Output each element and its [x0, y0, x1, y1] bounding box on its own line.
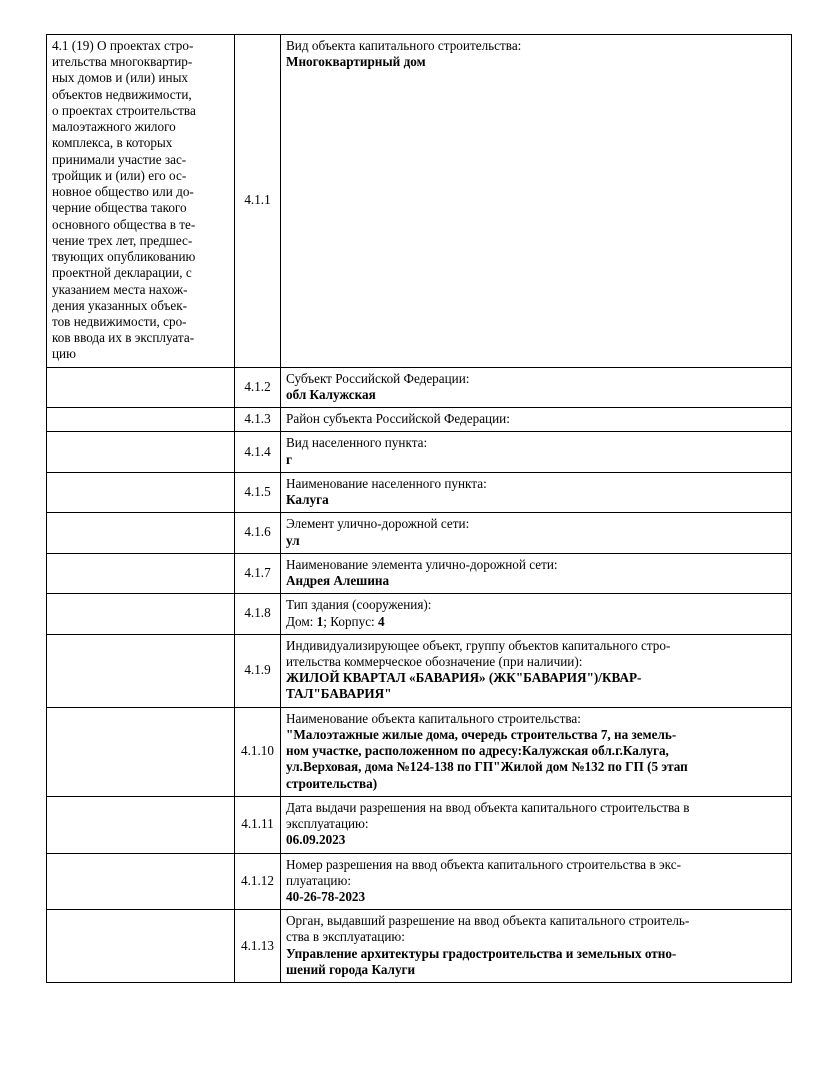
row-value: ул	[286, 532, 300, 548]
row-value: Андрея Алешина	[286, 573, 390, 589]
table-row	[47, 408, 792, 432]
table-row	[47, 553, 792, 593]
section-question-text: 4.1 (19) О проектах стро- ительства многоквартир- ных домов и (или) иных объектов недвижимости, о проектах строительства малоэтажного жилого комплекса, в которых принимали участие зас- тройщик и (или) его ос- новное общество или до- черние общества такого основного общества в те- чение трех лет, предшес- твующих опубликованию проектной декларации, с указанием места нахож- дения указанных объек- тов недвижимости, сро- ков ввода их в эксплуата- цию	[52, 38, 196, 362]
row-number: 4.1.13	[241, 937, 274, 953]
table-row	[47, 634, 792, 707]
row-number: 4.1.8	[244, 605, 271, 621]
row-content-cell	[281, 634, 792, 707]
row-number: 4.1.6	[244, 524, 271, 540]
table-row	[47, 594, 792, 634]
row-label: Элемент улично-дорожной сети:	[286, 516, 470, 532]
row-content-cell	[281, 796, 792, 853]
row-number-cell	[235, 432, 281, 472]
row-number: 4.1.12	[241, 872, 274, 888]
row-value: Управление архитектуры градостроительства и земельных отно- шений города Калуги	[286, 945, 677, 977]
row-label: Индивидуализирующее объект, группу объектов капитального стро- ительства коммерческое обозначение (при наличии):	[286, 637, 671, 669]
row-number-cell	[235, 35, 281, 368]
row-value: г	[286, 451, 292, 467]
row-number-cell	[235, 634, 281, 707]
section-question-spacer	[47, 432, 235, 472]
row-number-cell	[235, 553, 281, 593]
section-question-spacer	[47, 513, 235, 553]
row-label: Номер разрешения на ввод объекта капитального строительства в экс- плуатацию:	[286, 856, 681, 888]
row-number-cell	[235, 910, 281, 983]
row-number-cell	[235, 707, 281, 796]
row-value: 06.09.2023	[286, 832, 346, 848]
row-number: 4.1.7	[244, 564, 271, 580]
row-value: Дом: 1; Корпус: 4	[286, 613, 385, 629]
row-value: обл Калужская	[286, 386, 376, 402]
row-number-cell	[235, 594, 281, 634]
row-value: Калуга	[286, 492, 329, 508]
table-body	[47, 35, 792, 983]
row-number: 4.1.1	[244, 192, 271, 208]
row-content-cell	[281, 472, 792, 512]
section-question-spacer	[47, 707, 235, 796]
table-row	[47, 853, 792, 910]
section-question-spacer	[47, 408, 235, 432]
row-label: Наименование объекта капитального строительства:	[286, 710, 581, 726]
row-number: 4.1.4	[244, 443, 271, 459]
table-row	[47, 367, 792, 407]
row-content-cell	[281, 35, 792, 368]
table-row	[47, 910, 792, 983]
row-number: 4.1.10	[241, 743, 274, 759]
row-number: 4.1.11	[241, 816, 274, 832]
row-number: 4.1.5	[244, 483, 271, 499]
row-content-cell	[281, 910, 792, 983]
table-row	[47, 707, 792, 796]
row-content-cell	[281, 553, 792, 593]
row-content-cell	[281, 367, 792, 407]
row-number-cell	[235, 513, 281, 553]
table-row	[47, 35, 792, 368]
table-row	[47, 796, 792, 853]
section-question-spacer	[47, 634, 235, 707]
row-label: Район субъекта Российской Федерации:	[286, 411, 510, 427]
row-number-cell	[235, 853, 281, 910]
row-value: ЖИЛОЙ КВАРТАЛ «БАВАРИЯ» (ЖК"БАВАРИЯ")/КВАР- ТАЛ"БАВАРИЯ"	[286, 670, 642, 702]
row-content-cell	[281, 594, 792, 634]
row-content-cell	[281, 707, 792, 796]
row-label: Дата выдачи разрешения на ввод объекта капитального строительства в эксплуатацию:	[286, 799, 690, 832]
row-label: Вид населенного пункта:	[286, 435, 428, 451]
section-question-cell	[47, 35, 235, 368]
section-question-spacer	[47, 472, 235, 512]
row-content-cell	[281, 513, 792, 553]
row-number: 4.1.9	[244, 662, 271, 678]
row-number-cell	[235, 472, 281, 512]
row-number: 4.1.2	[244, 378, 271, 394]
row-label: Субъект Российской Федерации:	[286, 370, 470, 386]
row-number-cell	[235, 796, 281, 853]
section-question-spacer	[47, 367, 235, 407]
section-question-spacer	[47, 594, 235, 634]
section-question-spacer	[47, 910, 235, 983]
row-content-cell	[281, 853, 792, 910]
row-label: Тип здания (сооружения):	[286, 597, 432, 613]
row-content-cell	[281, 408, 792, 432]
row-number: 4.1.3	[244, 411, 271, 427]
row-value: Многоквартирный дом	[286, 54, 426, 70]
table-row	[47, 432, 792, 472]
declaration-table	[46, 34, 792, 983]
row-value: "Малоэтажные жилые дома, очередь строительства 7, на земель- ном участке, расположенном по адресу:Калужская обл.г.Калуга, ул.Верховая, дома №124-138 по ГП"Жилой дом №132 по ГП (5 этап строительства)	[286, 726, 688, 791]
row-label: Орган, выдавший разрешение на ввод объекта капитального строитель- ства в эксплуатацию:	[286, 913, 690, 945]
section-question-spacer	[47, 553, 235, 593]
row-number-cell	[235, 367, 281, 407]
row-content-cell	[281, 432, 792, 472]
row-label: Наименование населенного пункта:	[286, 475, 487, 491]
section-question-spacer	[47, 796, 235, 853]
section-question-spacer	[47, 853, 235, 910]
row-number-cell	[235, 408, 281, 432]
row-label: Наименование элемента улично-дорожной сети:	[286, 556, 558, 572]
table-row	[47, 513, 792, 553]
row-label: Вид объекта капитального строительства:	[286, 38, 522, 53]
row-value: 40-26-78-2023	[286, 889, 366, 905]
table-row	[47, 472, 792, 512]
